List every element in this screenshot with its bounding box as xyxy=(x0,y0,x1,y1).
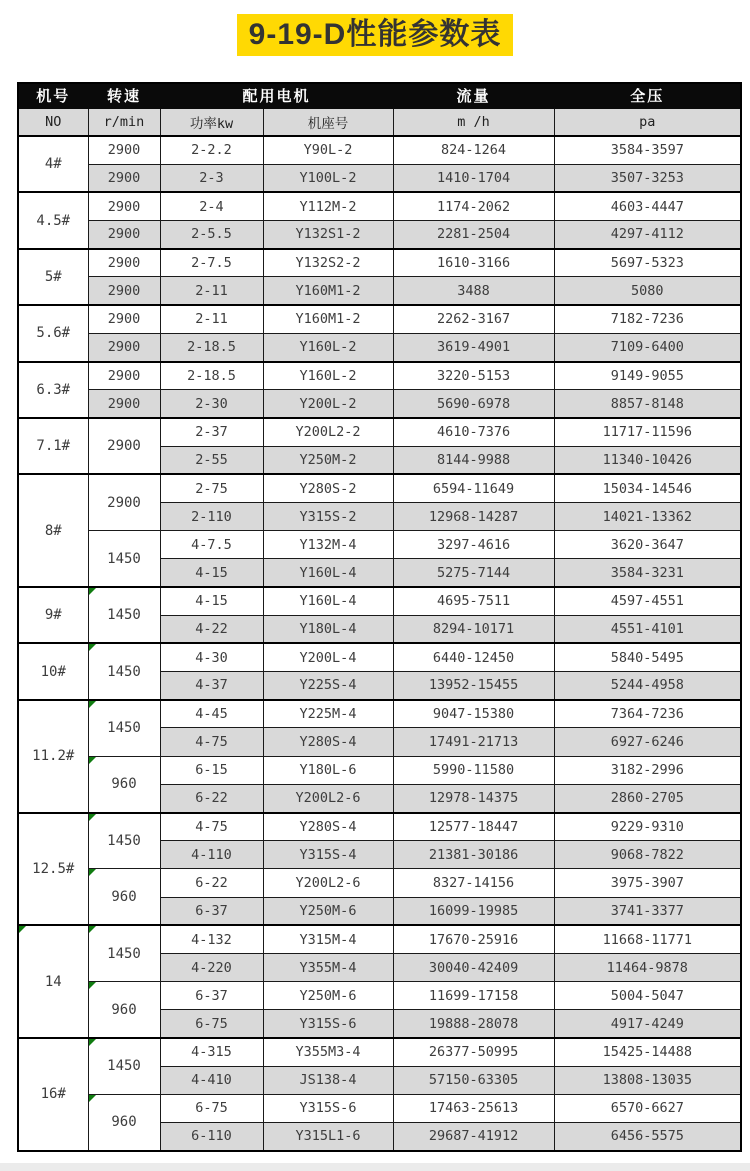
frame-cell: Y180L-4 xyxy=(263,615,393,643)
speed-cell: 2900 xyxy=(88,136,160,164)
power-cell: 4-410 xyxy=(160,1066,263,1094)
flow-cell: 29687-41912 xyxy=(393,1123,554,1151)
speed-cell: 2900 xyxy=(88,249,160,277)
speed-cell: 960 xyxy=(88,982,160,1038)
power-cell: 2-2.2 xyxy=(160,136,263,164)
pressure-cell: 5004-5047 xyxy=(554,982,741,1010)
flow-cell: 11699-17158 xyxy=(393,982,554,1010)
header-row xyxy=(18,83,741,108)
frame-cell: Y315L1-6 xyxy=(263,1123,393,1151)
power-cell: 4-75 xyxy=(160,728,263,756)
table-row xyxy=(18,390,741,418)
flow-cell: 8144-9988 xyxy=(393,446,554,474)
power-cell: 4-37 xyxy=(160,672,263,700)
table-row xyxy=(18,192,741,220)
col-header-motor: 配用电机 xyxy=(160,83,393,108)
machine-no-cell: 10# xyxy=(18,643,88,699)
flow-cell: 16099-19985 xyxy=(393,897,554,925)
table-row xyxy=(18,531,741,559)
pressure-cell: 9068-7822 xyxy=(554,841,741,869)
frame-cell: Y132M-4 xyxy=(263,531,393,559)
pressure-cell: 13808-13035 xyxy=(554,1066,741,1094)
pressure-cell: 9149-9055 xyxy=(554,362,741,390)
power-cell: 2-18.5 xyxy=(160,362,263,390)
pressure-cell: 3507-3253 xyxy=(554,164,741,192)
machine-no-cell: 4# xyxy=(18,136,88,192)
speed-cell: 1450 xyxy=(88,813,160,869)
table-row xyxy=(18,1038,741,1066)
power-cell: 2-18.5 xyxy=(160,333,263,361)
speed-cell: 2900 xyxy=(88,418,160,474)
col-header-pressure: 全压 xyxy=(554,83,741,108)
col-header-machine-no: 机号 xyxy=(18,83,88,108)
flow-cell: 19888-28078 xyxy=(393,1010,554,1038)
error-indicator-triangle xyxy=(19,926,26,933)
table-row xyxy=(18,474,741,502)
frame-cell: Y315M-4 xyxy=(263,925,393,953)
frame-cell: Y180L-6 xyxy=(263,756,393,784)
frame-cell: Y200L-4 xyxy=(263,643,393,671)
flow-cell: 12577-18447 xyxy=(393,813,554,841)
frame-cell: Y132S1-2 xyxy=(263,221,393,249)
frame-cell: Y160M1-2 xyxy=(263,277,393,305)
pressure-cell: 2860-2705 xyxy=(554,784,741,812)
flow-cell: 3619-4901 xyxy=(393,333,554,361)
frame-cell: Y225S-4 xyxy=(263,672,393,700)
table-row xyxy=(18,136,741,164)
error-indicator-triangle xyxy=(89,1095,96,1102)
table-row xyxy=(18,305,741,333)
pressure-cell: 11464-9878 xyxy=(554,953,741,981)
frame-cell: Y315S-6 xyxy=(263,1094,393,1122)
pressure-cell: 3741-3377 xyxy=(554,897,741,925)
speed-cell: 2900 xyxy=(88,305,160,333)
table-row xyxy=(18,249,741,277)
pressure-cell: 6570-6627 xyxy=(554,1094,741,1122)
pressure-cell: 4917-4249 xyxy=(554,1010,741,1038)
table-row xyxy=(18,756,741,784)
frame-cell: Y250M-2 xyxy=(263,446,393,474)
table-row xyxy=(18,587,741,615)
flow-cell: 26377-50995 xyxy=(393,1038,554,1066)
flow-cell: 824-1264 xyxy=(393,136,554,164)
flow-cell: 5275-7144 xyxy=(393,559,554,587)
machine-no-cell: 7.1# xyxy=(18,418,88,474)
power-cell: 2-11 xyxy=(160,277,263,305)
pressure-cell: 7109-6400 xyxy=(554,333,741,361)
unit-pressure: pa xyxy=(554,108,741,136)
frame-cell: Y132S2-2 xyxy=(263,249,393,277)
pressure-cell: 4603-4447 xyxy=(554,192,741,220)
frame-cell: Y250M-6 xyxy=(263,982,393,1010)
flow-cell: 1610-3166 xyxy=(393,249,554,277)
machine-no-cell: 5.6# xyxy=(18,305,88,361)
frame-cell: Y100L-2 xyxy=(263,164,393,192)
power-cell: 2-75 xyxy=(160,474,263,502)
power-cell: 2-5.5 xyxy=(160,221,263,249)
spec-table-body xyxy=(18,136,741,1151)
error-indicator-triangle xyxy=(89,588,96,595)
flow-cell: 12968-14287 xyxy=(393,502,554,530)
speed-cell: 1450 xyxy=(88,643,160,699)
title-container xyxy=(0,0,750,56)
unit-no: NO xyxy=(18,108,88,136)
table-row xyxy=(18,700,741,728)
frame-cell: Y160L-2 xyxy=(263,362,393,390)
machine-no-cell: 16# xyxy=(18,1038,88,1151)
frame-cell: Y315S-6 xyxy=(263,1010,393,1038)
machine-no-cell: 6.3# xyxy=(18,362,88,418)
flow-cell: 8327-14156 xyxy=(393,869,554,897)
flow-cell: 9047-15380 xyxy=(393,700,554,728)
speed-cell: 1450 xyxy=(88,531,160,587)
flow-cell: 2262-3167 xyxy=(393,305,554,333)
power-cell: 2-30 xyxy=(160,390,263,418)
pressure-cell: 5697-5323 xyxy=(554,249,741,277)
flow-cell: 30040-42409 xyxy=(393,953,554,981)
pressure-cell: 6927-6246 xyxy=(554,728,741,756)
unit-power: 功率kw xyxy=(160,108,263,136)
power-cell: 6-75 xyxy=(160,1010,263,1038)
pressure-cell: 11717-11596 xyxy=(554,418,741,446)
table-row xyxy=(18,813,741,841)
table-row xyxy=(18,418,741,446)
error-indicator-triangle xyxy=(89,1039,96,1046)
pressure-cell: 4551-4101 xyxy=(554,615,741,643)
pressure-cell: 4597-4551 xyxy=(554,587,741,615)
flow-cell: 3220-5153 xyxy=(393,362,554,390)
power-cell: 2-11 xyxy=(160,305,263,333)
power-cell: 4-30 xyxy=(160,643,263,671)
pressure-cell: 3620-3647 xyxy=(554,531,741,559)
power-cell: 6-22 xyxy=(160,869,263,897)
flow-cell: 12978-14375 xyxy=(393,784,554,812)
table-row xyxy=(18,277,741,305)
speed-cell: 1450 xyxy=(88,700,160,756)
table-row xyxy=(18,164,741,192)
table-row xyxy=(18,925,741,953)
power-cell: 2-3 xyxy=(160,164,263,192)
machine-no-cell: 11.2# xyxy=(18,700,88,813)
pressure-cell: 3584-3231 xyxy=(554,559,741,587)
unit-frame: 机座号 xyxy=(263,108,393,136)
flow-cell: 3297-4616 xyxy=(393,531,554,559)
flow-cell: 4610-7376 xyxy=(393,418,554,446)
power-cell: 4-110 xyxy=(160,841,263,869)
frame-cell: Y200L-2 xyxy=(263,390,393,418)
col-header-flow: 流量 xyxy=(393,83,554,108)
power-cell: 4-75 xyxy=(160,813,263,841)
flow-cell: 1174-2062 xyxy=(393,192,554,220)
frame-cell: Y160L-4 xyxy=(263,587,393,615)
frame-cell: Y200L2-6 xyxy=(263,869,393,897)
flow-cell: 6594-11649 xyxy=(393,474,554,502)
power-cell: 2-110 xyxy=(160,502,263,530)
power-cell: 4-220 xyxy=(160,953,263,981)
machine-no-cell: 4.5# xyxy=(18,192,88,248)
error-indicator-triangle xyxy=(89,926,96,933)
frame-cell: Y250M-6 xyxy=(263,897,393,925)
unit-speed: r/min xyxy=(88,108,160,136)
frame-cell: Y200L2-6 xyxy=(263,784,393,812)
speed-cell: 2900 xyxy=(88,362,160,390)
machine-no-cell: 12.5# xyxy=(18,813,88,926)
pressure-cell: 7182-7236 xyxy=(554,305,741,333)
flow-cell: 17463-25613 xyxy=(393,1094,554,1122)
machine-no-cell: 14 xyxy=(18,925,88,1038)
error-indicator-triangle xyxy=(89,982,96,989)
speed-cell: 2900 xyxy=(88,164,160,192)
flow-cell: 3488 xyxy=(393,277,554,305)
speed-cell: 2900 xyxy=(88,333,160,361)
flow-cell: 2281-2504 xyxy=(393,221,554,249)
frame-cell: Y200L2-2 xyxy=(263,418,393,446)
frame-cell: Y315S-4 xyxy=(263,841,393,869)
pressure-cell: 15034-14546 xyxy=(554,474,741,502)
machine-no-cell: 5# xyxy=(18,249,88,305)
power-cell: 6-22 xyxy=(160,784,263,812)
pressure-cell: 3975-3907 xyxy=(554,869,741,897)
pressure-cell: 5080 xyxy=(554,277,741,305)
power-cell: 4-15 xyxy=(160,559,263,587)
pressure-cell: 5840-5495 xyxy=(554,643,741,671)
flow-cell: 4695-7511 xyxy=(393,587,554,615)
pressure-cell: 7364-7236 xyxy=(554,700,741,728)
speed-cell: 2900 xyxy=(88,474,160,530)
frame-cell: Y160L-2 xyxy=(263,333,393,361)
frame-cell: Y355M-4 xyxy=(263,953,393,981)
col-header-speed: 转速 xyxy=(88,83,160,108)
power-cell: 6-37 xyxy=(160,897,263,925)
pressure-cell: 5244-4958 xyxy=(554,672,741,700)
machine-no-cell: 9# xyxy=(18,587,88,643)
flow-cell: 5990-11580 xyxy=(393,756,554,784)
power-cell: 2-55 xyxy=(160,446,263,474)
speed-cell: 2900 xyxy=(88,192,160,220)
error-indicator-triangle xyxy=(89,869,96,876)
power-cell: 6-37 xyxy=(160,982,263,1010)
speed-cell: 2900 xyxy=(88,390,160,418)
frame-cell: Y112M-2 xyxy=(263,192,393,220)
pressure-cell: 3182-2996 xyxy=(554,756,741,784)
power-cell: 4-45 xyxy=(160,700,263,728)
power-cell: 6-75 xyxy=(160,1094,263,1122)
frame-cell: JS138-4 xyxy=(263,1066,393,1094)
power-cell: 4-15 xyxy=(160,587,263,615)
table-row xyxy=(18,1094,741,1122)
flow-cell: 5690-6978 xyxy=(393,390,554,418)
pressure-cell: 15425-14488 xyxy=(554,1038,741,1066)
error-indicator-triangle xyxy=(89,644,96,651)
power-cell: 4-22 xyxy=(160,615,263,643)
pressure-cell: 11340-10426 xyxy=(554,446,741,474)
unit-flow: m /h xyxy=(393,108,554,136)
power-cell: 4-132 xyxy=(160,925,263,953)
pressure-cell: 14021-13362 xyxy=(554,502,741,530)
error-indicator-triangle xyxy=(89,757,96,764)
speed-cell: 960 xyxy=(88,756,160,812)
speed-cell: 960 xyxy=(88,869,160,925)
power-cell: 2-4 xyxy=(160,192,263,220)
pressure-cell: 4297-4112 xyxy=(554,221,741,249)
flow-cell: 13952-15455 xyxy=(393,672,554,700)
speed-cell: 1450 xyxy=(88,587,160,643)
frame-cell: Y225M-4 xyxy=(263,700,393,728)
power-cell: 4-315 xyxy=(160,1038,263,1066)
power-cell: 2-37 xyxy=(160,418,263,446)
power-cell: 4-7.5 xyxy=(160,531,263,559)
power-cell: 2-7.5 xyxy=(160,249,263,277)
table-row xyxy=(18,982,741,1010)
table-row xyxy=(18,643,741,671)
page-title: 9-19-D性能参数表 xyxy=(237,14,514,56)
flow-cell: 6440-12450 xyxy=(393,643,554,671)
frame-cell: Y355M3-4 xyxy=(263,1038,393,1066)
pressure-cell: 6456-5575 xyxy=(554,1123,741,1151)
pressure-cell: 3584-3597 xyxy=(554,136,741,164)
error-indicator-triangle xyxy=(89,814,96,821)
machine-no-cell: 8# xyxy=(18,474,88,587)
flow-cell: 17670-25916 xyxy=(393,925,554,953)
frame-cell: Y315S-2 xyxy=(263,502,393,530)
frame-cell: Y280S-2 xyxy=(263,474,393,502)
pressure-cell: 11668-11771 xyxy=(554,925,741,953)
flow-cell: 1410-1704 xyxy=(393,164,554,192)
frame-cell: Y90L-2 xyxy=(263,136,393,164)
power-cell: 6-15 xyxy=(160,756,263,784)
table-row xyxy=(18,869,741,897)
flow-cell: 21381-30186 xyxy=(393,841,554,869)
pressure-cell: 8857-8148 xyxy=(554,390,741,418)
spec-table xyxy=(17,82,742,1152)
speed-cell: 1450 xyxy=(88,1038,160,1094)
power-cell: 6-110 xyxy=(160,1123,263,1151)
pressure-cell: 9229-9310 xyxy=(554,813,741,841)
flow-cell: 8294-10171 xyxy=(393,615,554,643)
table-row xyxy=(18,333,741,361)
speed-cell: 2900 xyxy=(88,277,160,305)
frame-cell: Y160M1-2 xyxy=(263,305,393,333)
table-row xyxy=(18,221,741,249)
speed-cell: 1450 xyxy=(88,925,160,981)
units-row xyxy=(18,108,741,136)
flow-cell: 57150-63305 xyxy=(393,1066,554,1094)
flow-cell: 17491-21713 xyxy=(393,728,554,756)
table-row xyxy=(18,362,741,390)
frame-cell: Y280S-4 xyxy=(263,813,393,841)
speed-cell: 960 xyxy=(88,1094,160,1150)
error-indicator-triangle xyxy=(89,701,96,708)
speed-cell: 2900 xyxy=(88,221,160,249)
frame-cell: Y160L-4 xyxy=(263,559,393,587)
bottom-bar xyxy=(0,1163,750,1171)
frame-cell: Y280S-4 xyxy=(263,728,393,756)
